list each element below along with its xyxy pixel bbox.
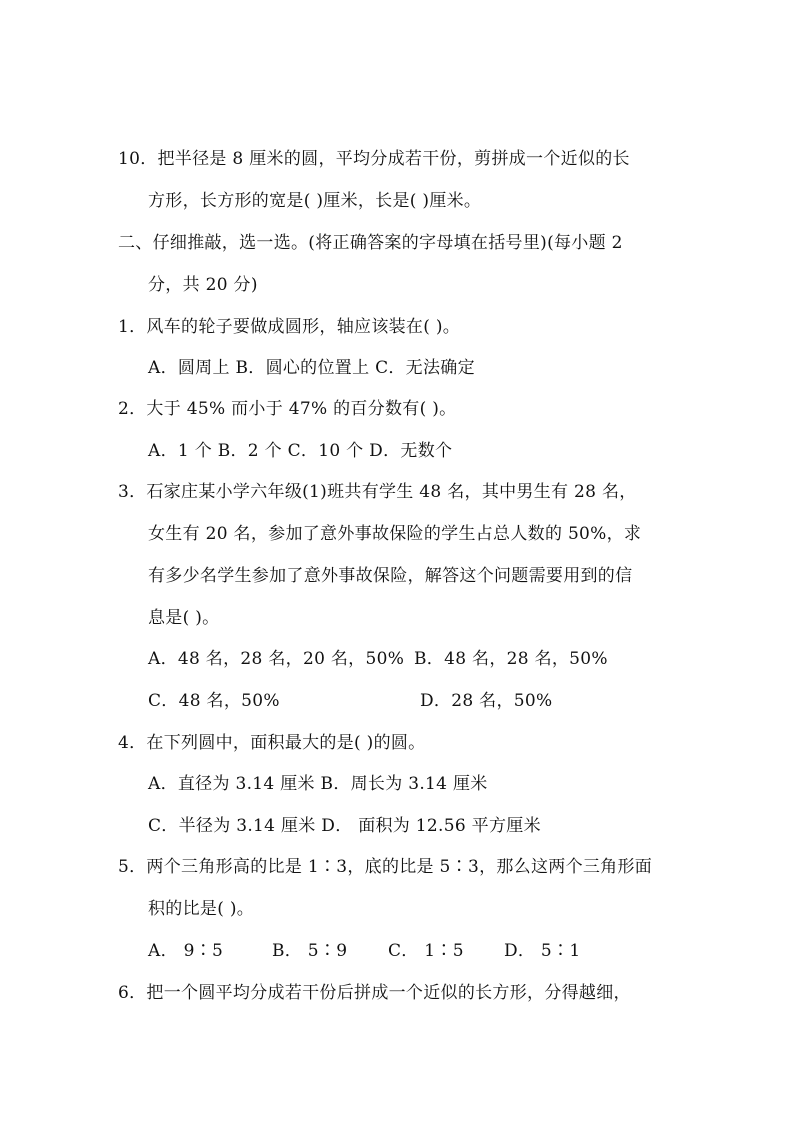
q4-options-cd: C．半径为 3.14 厘米 D． 面积为 12.56 平方厘米	[148, 816, 541, 836]
q3-line-4: 息是( )。	[148, 608, 220, 628]
q5-option-d: D． 5∶1	[504, 941, 581, 961]
q3-line-1: 3．石家庄某小学六年级(1)班共有学生 48 名，其中男生有 28 名，	[118, 482, 637, 502]
q10-line-2: 方形，长方形的宽是( )厘米，长是( )厘米。	[148, 191, 482, 211]
q4-options-ab: A．直径为 3.14 厘米 B．周长为 3.14 厘米	[148, 774, 488, 794]
q4-stem: 4．在下列圆中，面积最大的是( )的圆。	[118, 733, 426, 753]
q5-option-b: B． 5∶9	[272, 941, 348, 961]
q6-line-1: 6．把一个圆平均分成若干份后拼成一个近似的长方形，分得越细，	[118, 983, 631, 1003]
q1-stem: 1．风车的轮子要做成圆形，轴应该装在( )。	[118, 317, 461, 337]
q3-option-a: A．48 名，28 名，20 名，50%	[148, 649, 405, 669]
section-2-heading-line-2: 分，共 20 分)	[148, 275, 258, 295]
q5-option-a: A． 9∶5	[148, 941, 224, 961]
q2-stem: 2．大于 45% 而小于 47% 的百分数有( )。	[118, 399, 457, 419]
q1-options: A．圆周上 B．圆心的位置上 C．无法确定	[148, 358, 475, 378]
q3-option-b: B．48 名，28 名，50%	[414, 649, 608, 669]
q10-line-1: 10．把半径是 8 厘米的圆，平均分成若干份，剪拼成一个近似的长	[118, 149, 630, 169]
q5-option-c: C． 1∶5	[388, 941, 464, 961]
q3-line-2: 女生有 20 名，参加了意外事故保险的学生占总人数的 50%，求	[148, 524, 642, 544]
q5-line-2: 积的比是( )。	[148, 899, 255, 919]
q2-options: A．1 个 B．2 个 C．10 个 D．无数个	[148, 441, 453, 461]
q3-line-3: 有多少名学生参加了意外事故保险，解答这个问题需要用到的信	[148, 566, 633, 586]
q5-line-1: 5．两个三角形高的比是 1∶3，底的比是 5∶3，那么这两个三角形面	[118, 857, 653, 877]
q3-option-d: D．28 名，50%	[420, 691, 553, 711]
section-2-heading-line-1: 二、仔细推敲，选一选。(将正确答案的字母填在括号里)(每小题 2	[118, 233, 623, 253]
q3-option-c: C．48 名，50%	[148, 691, 280, 711]
